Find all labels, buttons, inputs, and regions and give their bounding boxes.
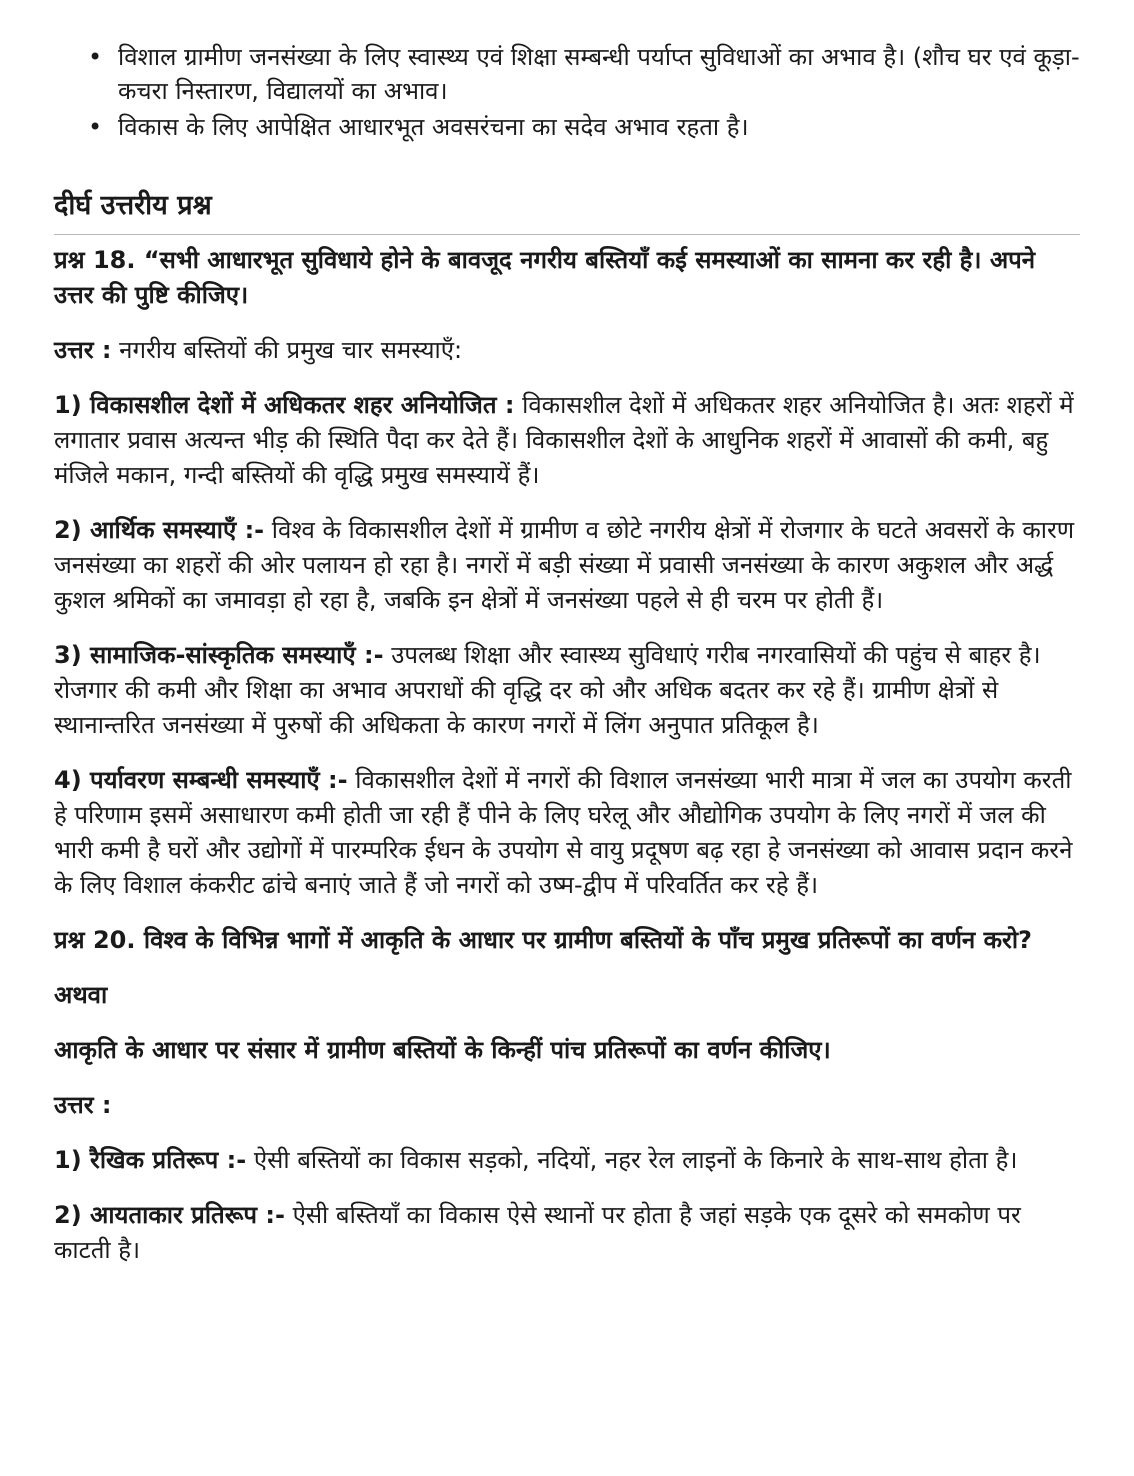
bullet-text: विशाल ग्रामीण जनसंख्या के लिए स्वास्थ्य एवं शिक्षा सम्बन्धी पर्याप्त सुविधाओं का अभाव है। (शौच घर एवं कूड़ा-कचरा निस्तारण, विद्यालयों का अभाव। xyxy=(118,43,1080,105)
point-text: विकासशील देशों में नगरों की विशाल जनसंख्या भारी मात्रा में जल का उपयोग करती हे परिणाम इसमें असाधारण कमी होती जा रही हैं पीने के लिए घरेलू और औद्योगिक उपयोग के लिए नगरों में जल की भारी कमी है घरों और उद्योगों में पारम्परिक ईधन के उपयोग से वायु प्रदूषण बढ़ रहा हे जनसंख्या को आवास प्रदान करने के लिए विशाल कंकरीट ढांचे बनाएं जाते हैं जो नगरों को उष्म-द्वीप में परिवर्तित कर रहे हैं। xyxy=(54,766,1073,899)
point-text: ऐसी बस्तियाँ का विकास ऐसे स्थानों पर होता है जहां सड़के एक दूसरे को समकोण पर काटती है। xyxy=(54,1201,1021,1264)
point-heading: 1) रैखिक प्रतिरूप :- xyxy=(54,1146,247,1174)
answer-point-3 xyxy=(54,638,1080,743)
section-divider xyxy=(54,234,1080,235)
answer-intro-text: नगरीय बस्तियों की प्रमुख चार समस्याएँ: xyxy=(111,336,463,364)
point-text: उपलब्ध शिक्षा और स्वास्थ्य सुविधाएं गरीब नगरवासियों की पहुंच से बाहर है। रोजगार की कमी और शिक्षा का अभाव अपराधों की वृद्धि दर को और अधिक बदतर कर रहे हैं। ग्रामीण क्षेत्रों से स्थानान्तरित जनसंख्या में पुरुषों की अधिकता के कारण नगरों में लिंग अनुपात प्रतिकूल है। xyxy=(54,641,1041,739)
question-20: प्रश्न 20. विश्व के विभिन्न भागों में आकृति के आधार पर ग्रामीण बस्तियों के पाँच प्रमुख प्रतिरूपों का वर्णन करो? xyxy=(54,926,1032,954)
answer-point-2 xyxy=(54,513,1080,618)
point-heading: 2) आर्थिक समस्याएँ :- xyxy=(54,516,265,544)
answer-label: उत्तर : xyxy=(54,336,112,364)
bullet-icon: • xyxy=(88,43,103,71)
section-title: दीर्घ उत्तरीय प्रश्न xyxy=(54,190,212,221)
bullet-list xyxy=(54,40,1080,144)
answer-point-1 xyxy=(54,1143,1080,1178)
answer-point-4 xyxy=(54,763,1080,903)
question-18: प्रश्न 18. “सभी आधारभूत सुविधाये होने के बावजूद नगरीय बस्तियाँ कई समस्याओं का सामना कर रही है। अपने उत्तर की पुष्टि कीजिए। xyxy=(54,246,1036,309)
point-text: विकासशील देशों में अधिकतर शहर अनियोजित है। अतः शहरों में लगातार प्रवास अत्यन्त भीड़ की स्थिति पैदा कर देते हैं। विकासशील देशों के आधुनिक शहरों में आवासों की कमी, बहु मंजिले मकान, गन्दी बस्तियों की वृद्धि प्रमुख समस्यायें हैं। xyxy=(54,391,1074,489)
point-text: विश्व के विकासशील देशों में ग्रामीण व छोटे नगरीय क्षेत्रों में रोजगार के घटते अवसरों के कारण जनसंख्या का शहरों की ओर पलायन हो रहा है। नगरों में बड़ी संख्या में प्रवासी जनसंख्या के कारण अकुशल और अर्द्ध कुशल श्रमिकों का जमावड़ा हो रहा है, जबकि इन क्षेत्रों में जनसंख्या पहले से ही चरम पर होती हैं। xyxy=(54,516,1075,614)
answer-label: उत्तर : xyxy=(54,1091,112,1119)
point-heading: 1) विकासशील देशों में अधिकतर शहर अनियोजित : xyxy=(54,391,515,419)
answer-point-2 xyxy=(54,1198,1080,1268)
answer-point-1 xyxy=(54,388,1080,493)
point-heading: 3) सामाजिक-सांस्कृतिक समस्याएँ :- xyxy=(54,641,384,669)
or-label: अथवा xyxy=(54,981,108,1009)
bullet-icon: • xyxy=(88,113,103,141)
list-item xyxy=(88,110,1080,144)
alternate-question: आकृति के आधार पर संसार में ग्रामीण बस्तियों के किन्हीं पांच प्रतिरूपों का वर्णन कीजिए। xyxy=(54,1036,831,1064)
point-heading: 2) आयताकार प्रतिरूप :- xyxy=(54,1201,285,1229)
bullet-text: विकास के लिए आपेक्षित आधारभूत अवसरंचना का सदेव अभाव रहता है। xyxy=(118,113,749,141)
point-text: ऐसी बस्तियों का विकास सड़को, नदियों, नहर रेल लाइनों के किनारे के साथ-साथ होता है। xyxy=(246,1146,1018,1174)
point-heading: 4) पर्यावरण सम्बन्धी समस्याएँ :- xyxy=(54,766,348,794)
list-item xyxy=(88,40,1080,108)
answer-intro xyxy=(54,333,1080,368)
